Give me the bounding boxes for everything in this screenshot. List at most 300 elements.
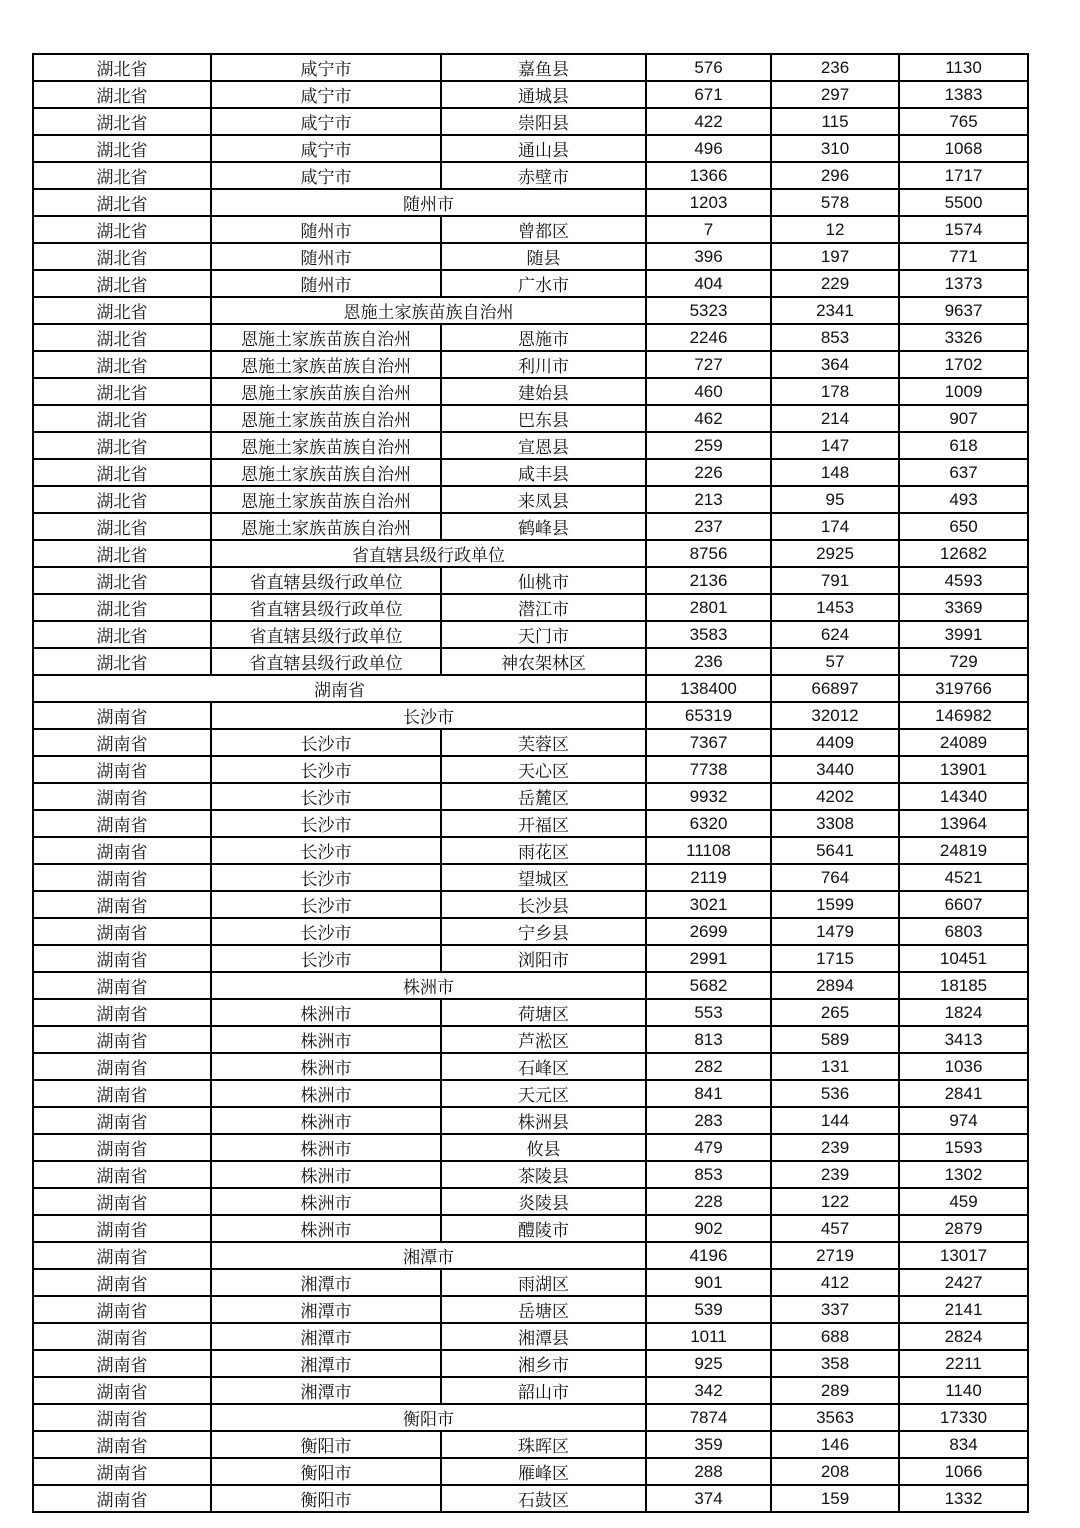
cell-city: 恩施土家族苗族自治州: [211, 459, 441, 486]
table-row: [33, 567, 1028, 594]
table-row: [33, 1215, 1028, 1242]
table-row: [33, 162, 1028, 189]
cell-value-3: 493: [899, 486, 1028, 513]
cell-province: 湖南省: [33, 1134, 211, 1161]
table-row: [33, 81, 1028, 108]
cell-value-2: 310: [771, 135, 899, 162]
cell-value-3: 3326: [899, 324, 1028, 351]
table-row: [33, 1269, 1028, 1296]
cell-value-3: 146982: [899, 702, 1028, 729]
cell-district: 赤壁市: [441, 162, 646, 189]
cell-province: 湖南省: [33, 837, 211, 864]
cell-value-2: 3563: [771, 1404, 899, 1431]
cell-value-1: 2136: [646, 567, 771, 594]
cell-value-1: 213: [646, 486, 771, 513]
cell-province: 湖南省: [33, 1350, 211, 1377]
cell-province: 湖南省: [33, 783, 211, 810]
cell-value-1: 374: [646, 1485, 771, 1512]
cell-city: 长沙市: [211, 864, 441, 891]
table-row: [33, 1377, 1028, 1404]
cell-value-2: 144: [771, 1107, 899, 1134]
cell-value-2: 159: [771, 1485, 899, 1512]
cell-value-1: 7874: [646, 1404, 771, 1431]
table-row: [33, 594, 1028, 621]
table-row: [33, 1458, 1028, 1485]
cell-province: 湖北省: [33, 108, 211, 135]
cell-value-3: 14340: [899, 783, 1028, 810]
cell-value-1: 462: [646, 405, 771, 432]
cell-value-2: 4202: [771, 783, 899, 810]
cell-value-3: 2824: [899, 1323, 1028, 1350]
cell-value-1: 539: [646, 1296, 771, 1323]
cell-district: 荷塘区: [441, 999, 646, 1026]
cell-city: 省直辖县级行政单位: [211, 648, 441, 675]
cell-province-merged: 湖南省: [33, 675, 646, 702]
cell-province: 湖南省: [33, 1053, 211, 1080]
cell-district: 恩施市: [441, 324, 646, 351]
cell-value-2: 2894: [771, 972, 899, 999]
cell-city: 恩施土家族苗族自治州: [211, 351, 441, 378]
cell-district: 浏阳市: [441, 945, 646, 972]
cell-district: 望城区: [441, 864, 646, 891]
cell-province: 湖南省: [33, 1242, 211, 1269]
cell-value-1: 3021: [646, 891, 771, 918]
cell-district: 潜江市: [441, 594, 646, 621]
cell-province: 湖南省: [33, 729, 211, 756]
cell-value-2: 115: [771, 108, 899, 135]
table-row: [33, 378, 1028, 405]
cell-value-3: 13901: [899, 756, 1028, 783]
cell-province: 湖北省: [33, 297, 211, 324]
cell-value-2: 146: [771, 1431, 899, 1458]
table-row: [33, 1485, 1028, 1512]
cell-city: 咸宁市: [211, 54, 441, 81]
table-row: [33, 1350, 1028, 1377]
cell-city-merged: 省直辖县级行政单位: [211, 540, 646, 567]
cell-value-1: 553: [646, 999, 771, 1026]
cell-province: 湖北省: [33, 243, 211, 270]
cell-city: 株洲市: [211, 1107, 441, 1134]
cell-value-3: 1373: [899, 270, 1028, 297]
cell-city: 长沙市: [211, 756, 441, 783]
cell-value-2: 32012: [771, 702, 899, 729]
table-row: [33, 135, 1028, 162]
cell-city: 湘潭市: [211, 1377, 441, 1404]
cell-district: 曾都区: [441, 216, 646, 243]
cell-value-3: 1068: [899, 135, 1028, 162]
cell-value-2: 1479: [771, 918, 899, 945]
cell-value-1: 2699: [646, 918, 771, 945]
cell-city: 长沙市: [211, 891, 441, 918]
cell-value-2: 364: [771, 351, 899, 378]
cell-province: 湖南省: [33, 1458, 211, 1485]
cell-value-1: 841: [646, 1080, 771, 1107]
cell-district: 雁峰区: [441, 1458, 646, 1485]
cell-value-3: 729: [899, 648, 1028, 675]
cell-city: 省直辖县级行政单位: [211, 567, 441, 594]
cell-province: 湖北省: [33, 405, 211, 432]
cell-value-3: 974: [899, 1107, 1028, 1134]
cell-value-1: 576: [646, 54, 771, 81]
table-row: [33, 1242, 1028, 1269]
cell-value-2: 174: [771, 513, 899, 540]
cell-value-1: 228: [646, 1188, 771, 1215]
cell-value-2: 122: [771, 1188, 899, 1215]
cell-value-3: 650: [899, 513, 1028, 540]
cell-value-2: 239: [771, 1161, 899, 1188]
cell-province: 湖北省: [33, 621, 211, 648]
table-row: [33, 540, 1028, 567]
cell-province: 湖南省: [33, 810, 211, 837]
cell-district: 长沙县: [441, 891, 646, 918]
cell-district: 天元区: [441, 1080, 646, 1107]
cell-province: 湖北省: [33, 459, 211, 486]
cell-value-3: 3991: [899, 621, 1028, 648]
cell-city: 株洲市: [211, 999, 441, 1026]
cell-province: 湖北省: [33, 54, 211, 81]
cell-value-2: 239: [771, 1134, 899, 1161]
cell-value-3: 13964: [899, 810, 1028, 837]
cell-district: 天心区: [441, 756, 646, 783]
cell-value-1: 422: [646, 108, 771, 135]
cell-value-3: 637: [899, 459, 1028, 486]
cell-value-2: 358: [771, 1350, 899, 1377]
cell-district: 建始县: [441, 378, 646, 405]
table-row: [33, 513, 1028, 540]
cell-value-2: 1599: [771, 891, 899, 918]
cell-value-3: 319766: [899, 675, 1028, 702]
cell-province: 湖南省: [33, 1404, 211, 1431]
cell-district: 广水市: [441, 270, 646, 297]
cell-value-2: 229: [771, 270, 899, 297]
table-row: [33, 1323, 1028, 1350]
cell-city: 省直辖县级行政单位: [211, 594, 441, 621]
cell-province: 湖南省: [33, 1485, 211, 1512]
table-row: [33, 837, 1028, 864]
cell-district: 通城县: [441, 81, 646, 108]
table-row: [33, 621, 1028, 648]
cell-value-2: 2719: [771, 1242, 899, 1269]
cell-district: 韶山市: [441, 1377, 646, 1404]
table-row: [33, 189, 1028, 216]
cell-province: 湖北省: [33, 81, 211, 108]
cell-value-3: 1009: [899, 378, 1028, 405]
cell-city: 株洲市: [211, 1080, 441, 1107]
cell-value-1: 5682: [646, 972, 771, 999]
cell-city: 株洲市: [211, 1026, 441, 1053]
table-row: [33, 1053, 1028, 1080]
cell-value-3: 6803: [899, 918, 1028, 945]
cell-district: 湘乡市: [441, 1350, 646, 1377]
cell-value-2: 5641: [771, 837, 899, 864]
cell-value-2: 1715: [771, 945, 899, 972]
cell-district: 咸丰县: [441, 459, 646, 486]
cell-city: 湘潭市: [211, 1296, 441, 1323]
cell-district: 开福区: [441, 810, 646, 837]
cell-district: 神农架林区: [441, 648, 646, 675]
cell-city: 省直辖县级行政单位: [211, 621, 441, 648]
cell-city: 恩施土家族苗族自治州: [211, 432, 441, 459]
cell-province: 湖北省: [33, 567, 211, 594]
cell-province: 湖北省: [33, 486, 211, 513]
cell-value-1: 8756: [646, 540, 771, 567]
cell-province: 湖北省: [33, 162, 211, 189]
cell-city: 湘潭市: [211, 1350, 441, 1377]
cell-province: 湖北省: [33, 324, 211, 351]
cell-value-1: 3583: [646, 621, 771, 648]
table-row: [33, 1161, 1028, 1188]
cell-value-1: 671: [646, 81, 771, 108]
table-row: [33, 783, 1028, 810]
table-row: [33, 1188, 1028, 1215]
table-row: [33, 108, 1028, 135]
cell-value-1: 359: [646, 1431, 771, 1458]
cell-value-1: 853: [646, 1161, 771, 1188]
cell-value-3: 765: [899, 108, 1028, 135]
cell-city: 恩施土家族苗族自治州: [211, 486, 441, 513]
cell-province: 湖南省: [33, 1269, 211, 1296]
cell-province: 湖北省: [33, 540, 211, 567]
cell-value-3: 1036: [899, 1053, 1028, 1080]
table-row: [33, 351, 1028, 378]
cell-city: 衡阳市: [211, 1431, 441, 1458]
cell-value-2: 624: [771, 621, 899, 648]
cell-province: 湖南省: [33, 891, 211, 918]
cell-value-1: 6320: [646, 810, 771, 837]
cell-value-3: 1383: [899, 81, 1028, 108]
cell-value-2: 66897: [771, 675, 899, 702]
table-row: [33, 891, 1028, 918]
cell-district: 随县: [441, 243, 646, 270]
cell-value-3: 24089: [899, 729, 1028, 756]
cell-value-1: 7: [646, 216, 771, 243]
cell-city: 衡阳市: [211, 1485, 441, 1512]
cell-province: 湖南省: [33, 918, 211, 945]
cell-district: 石峰区: [441, 1053, 646, 1080]
cell-value-1: 2801: [646, 594, 771, 621]
cell-value-3: 13017: [899, 1242, 1028, 1269]
cell-value-1: 5323: [646, 297, 771, 324]
cell-value-3: 12682: [899, 540, 1028, 567]
cell-city-merged: 随州市: [211, 189, 646, 216]
cell-value-3: 1130: [899, 54, 1028, 81]
table-row: [33, 1026, 1028, 1053]
cell-value-2: 688: [771, 1323, 899, 1350]
cell-province: 湖南省: [33, 1215, 211, 1242]
cell-value-1: 1011: [646, 1323, 771, 1350]
cell-value-1: 7738: [646, 756, 771, 783]
cell-province: 湖北省: [33, 432, 211, 459]
cell-province: 湖北省: [33, 189, 211, 216]
cell-province: 湖南省: [33, 1323, 211, 1350]
cell-value-2: 95: [771, 486, 899, 513]
cell-value-1: 65319: [646, 702, 771, 729]
cell-value-3: 2141: [899, 1296, 1028, 1323]
cell-value-3: 1066: [899, 1458, 1028, 1485]
cell-city: 恩施土家族苗族自治州: [211, 324, 441, 351]
cell-value-1: 396: [646, 243, 771, 270]
cell-province: 湖南省: [33, 999, 211, 1026]
table-row: [33, 756, 1028, 783]
cell-value-3: 4521: [899, 864, 1028, 891]
cell-value-1: 226: [646, 459, 771, 486]
cell-district: 岳塘区: [441, 1296, 646, 1323]
cell-district: 醴陵市: [441, 1215, 646, 1242]
table-row: [33, 486, 1028, 513]
cell-value-1: 479: [646, 1134, 771, 1161]
cell-city: 长沙市: [211, 810, 441, 837]
cell-value-1: 901: [646, 1269, 771, 1296]
cell-province: 湖北省: [33, 378, 211, 405]
cell-value-3: 1302: [899, 1161, 1028, 1188]
cell-city: 长沙市: [211, 918, 441, 945]
cell-city-merged: 长沙市: [211, 702, 646, 729]
cell-district: 株洲县: [441, 1107, 646, 1134]
cell-value-1: 2991: [646, 945, 771, 972]
cell-value-2: 2341: [771, 297, 899, 324]
cell-province: 湖南省: [33, 945, 211, 972]
cell-value-3: 9637: [899, 297, 1028, 324]
cell-province: 湖北省: [33, 135, 211, 162]
cell-district: 珠晖区: [441, 1431, 646, 1458]
cell-city: 咸宁市: [211, 108, 441, 135]
table-row: [33, 243, 1028, 270]
cell-value-2: 297: [771, 81, 899, 108]
cell-value-2: 12: [771, 216, 899, 243]
table-row: [33, 864, 1028, 891]
cell-city: 咸宁市: [211, 135, 441, 162]
cell-province: 湖北省: [33, 270, 211, 297]
cell-value-3: 1824: [899, 999, 1028, 1026]
cell-value-1: 496: [646, 135, 771, 162]
cell-value-2: 296: [771, 162, 899, 189]
cell-value-1: 404: [646, 270, 771, 297]
table-row: [33, 648, 1028, 675]
cell-value-3: 6607: [899, 891, 1028, 918]
cell-city-merged: 株洲市: [211, 972, 646, 999]
cell-district: 崇阳县: [441, 108, 646, 135]
cell-value-3: 5500: [899, 189, 1028, 216]
cell-city: 长沙市: [211, 729, 441, 756]
cell-city-merged: 衡阳市: [211, 1404, 646, 1431]
cell-value-1: 282: [646, 1053, 771, 1080]
cell-value-3: 4593: [899, 567, 1028, 594]
table-row: [33, 405, 1028, 432]
table-row: [33, 1080, 1028, 1107]
cell-value-3: 2879: [899, 1215, 1028, 1242]
cell-value-1: 902: [646, 1215, 771, 1242]
cell-city: 湘潭市: [211, 1323, 441, 1350]
cell-district: 湘潭县: [441, 1323, 646, 1350]
cell-value-3: 1140: [899, 1377, 1028, 1404]
cell-value-2: 1453: [771, 594, 899, 621]
cell-province: 湖北省: [33, 594, 211, 621]
table-row: [33, 945, 1028, 972]
cell-value-2: 791: [771, 567, 899, 594]
cell-value-2: 3440: [771, 756, 899, 783]
cell-value-1: 11108: [646, 837, 771, 864]
cell-city: 株洲市: [211, 1134, 441, 1161]
cell-province: 湖南省: [33, 1296, 211, 1323]
table-row: [33, 324, 1028, 351]
cell-province: 湖北省: [33, 513, 211, 540]
cell-value-2: 578: [771, 189, 899, 216]
table-row: [33, 1134, 1028, 1161]
cell-value-2: 457: [771, 1215, 899, 1242]
cell-value-1: 138400: [646, 675, 771, 702]
cell-district: 仙桃市: [441, 567, 646, 594]
cell-value-1: 1366: [646, 162, 771, 189]
cell-value-1: 813: [646, 1026, 771, 1053]
cell-value-3: 1717: [899, 162, 1028, 189]
cell-value-1: 288: [646, 1458, 771, 1485]
cell-value-1: 236: [646, 648, 771, 675]
table-row: [33, 810, 1028, 837]
cell-province: 湖南省: [33, 756, 211, 783]
cell-value-1: 283: [646, 1107, 771, 1134]
cell-district: 石鼓区: [441, 1485, 646, 1512]
cell-value-1: 259: [646, 432, 771, 459]
admin-divisions-table: [32, 53, 1029, 1513]
cell-value-2: 853: [771, 324, 899, 351]
cell-value-1: 925: [646, 1350, 771, 1377]
cell-value-1: 342: [646, 1377, 771, 1404]
cell-province: 湖南省: [33, 1188, 211, 1215]
table-row: [33, 297, 1028, 324]
cell-value-1: 2119: [646, 864, 771, 891]
cell-district: 雨花区: [441, 837, 646, 864]
cell-district: 宁乡县: [441, 918, 646, 945]
cell-value-1: 2246: [646, 324, 771, 351]
cell-city: 长沙市: [211, 837, 441, 864]
cell-value-1: 727: [646, 351, 771, 378]
cell-district: 巴东县: [441, 405, 646, 432]
cell-district: 芙蓉区: [441, 729, 646, 756]
cell-value-1: 7367: [646, 729, 771, 756]
cell-value-3: 2211: [899, 1350, 1028, 1377]
table-row: [33, 54, 1028, 81]
cell-value-3: 2427: [899, 1269, 1028, 1296]
cell-district: 雨湖区: [441, 1269, 646, 1296]
cell-province: 湖南省: [33, 972, 211, 999]
cell-value-2: 536: [771, 1080, 899, 1107]
cell-value-1: 1203: [646, 189, 771, 216]
cell-province: 湖南省: [33, 1080, 211, 1107]
cell-value-2: 148: [771, 459, 899, 486]
cell-province: 湖南省: [33, 1377, 211, 1404]
table-body: [33, 54, 1028, 1512]
table-row: [33, 216, 1028, 243]
cell-value-2: 236: [771, 54, 899, 81]
table-row: [33, 270, 1028, 297]
cell-province: 湖南省: [33, 864, 211, 891]
cell-value-3: 618: [899, 432, 1028, 459]
cell-city: 株洲市: [211, 1188, 441, 1215]
cell-value-3: 2841: [899, 1080, 1028, 1107]
cell-city: 恩施土家族苗族自治州: [211, 405, 441, 432]
table-row: [33, 702, 1028, 729]
cell-value-3: 771: [899, 243, 1028, 270]
cell-district: 通山县: [441, 135, 646, 162]
cell-district: 鹤峰县: [441, 513, 646, 540]
cell-city: 株洲市: [211, 1215, 441, 1242]
cell-value-2: 265: [771, 999, 899, 1026]
cell-province: 湖南省: [33, 1161, 211, 1188]
cell-city: 咸宁市: [211, 162, 441, 189]
cell-city: 恩施土家族苗族自治州: [211, 513, 441, 540]
cell-value-1: 237: [646, 513, 771, 540]
cell-value-2: 412: [771, 1269, 899, 1296]
